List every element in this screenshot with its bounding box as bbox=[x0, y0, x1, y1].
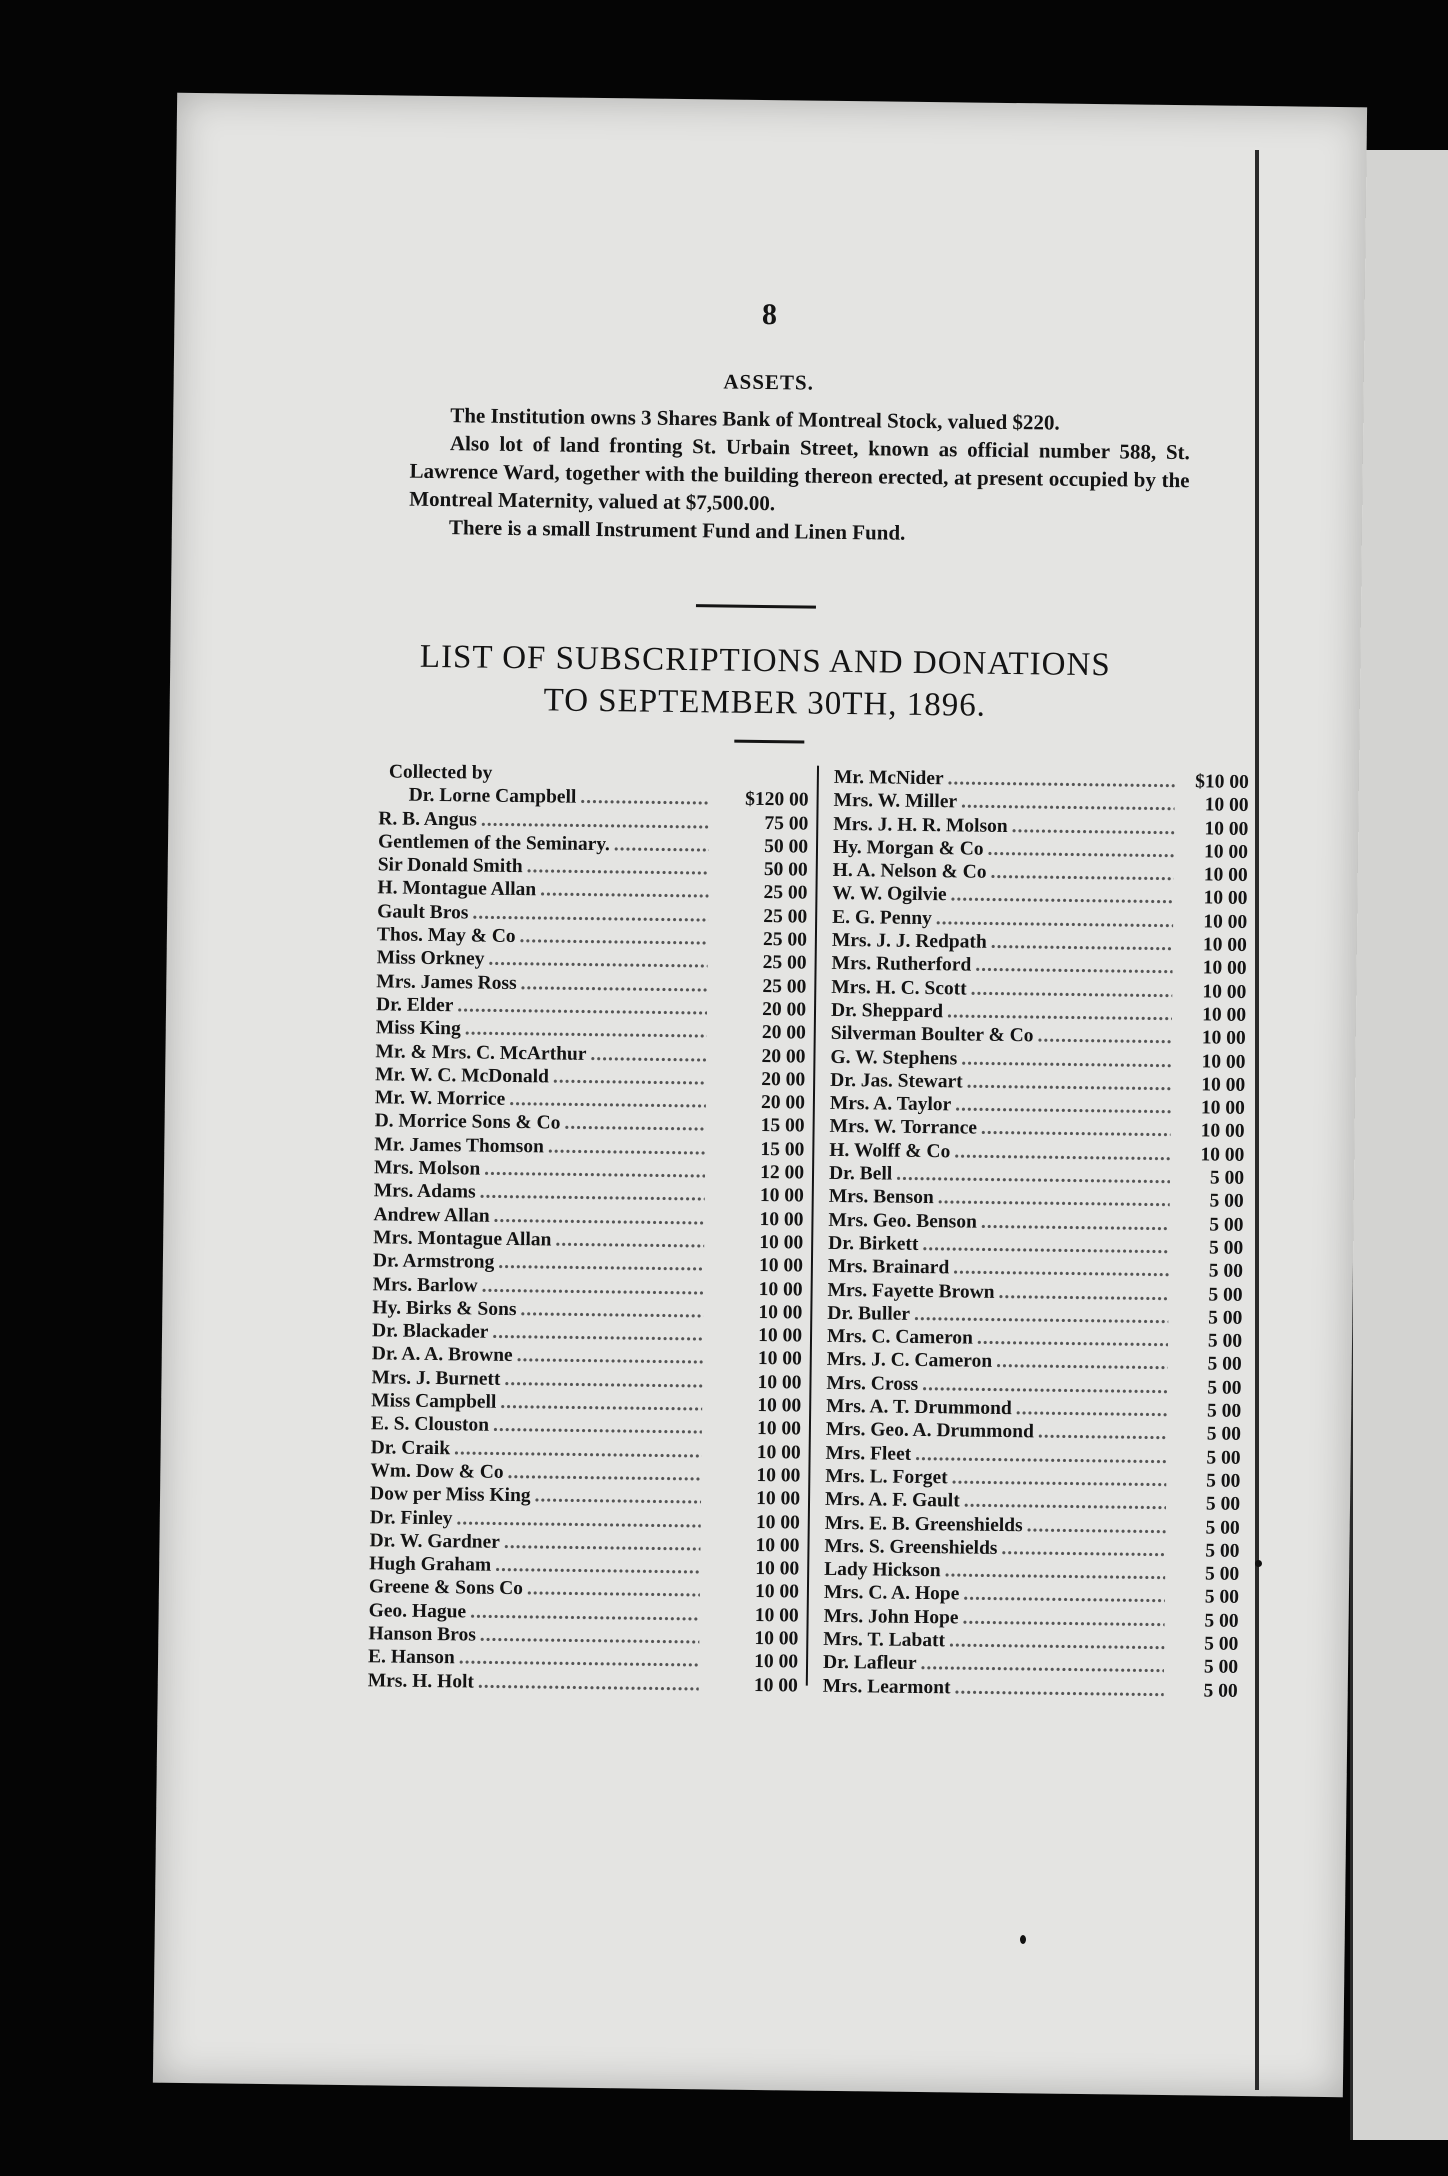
donor-name: Mrs. J. H. R. Molson bbox=[833, 813, 1008, 837]
dot-leader bbox=[456, 1507, 701, 1533]
donor-name: Mrs. L. Forget bbox=[825, 1465, 948, 1489]
donor-name: Mrs. W. Torrance bbox=[829, 1116, 978, 1140]
dot-leader bbox=[534, 1484, 701, 1509]
assets-paragraphs bbox=[409, 401, 1191, 551]
donor-name: D. Morrice Sons & Co bbox=[374, 1110, 561, 1135]
dot-leader bbox=[987, 838, 1174, 864]
donation-amount: 10 00 bbox=[1200, 1144, 1245, 1166]
section-rule bbox=[696, 604, 816, 608]
dot-leader bbox=[478, 1670, 699, 1696]
dot-leader bbox=[938, 1187, 1170, 1213]
donor-name: Mrs. Rutherford bbox=[831, 953, 972, 976]
dot-leader bbox=[947, 1000, 1172, 1026]
donor-name: Lady Hickson bbox=[824, 1558, 941, 1582]
donation-amount: 10 00 bbox=[1202, 934, 1247, 957]
dot-leader bbox=[509, 1088, 706, 1114]
donor-name: Dr. Jas. Stewart bbox=[830, 1069, 963, 1093]
dot-leader bbox=[519, 925, 708, 951]
donation-amount: 15 00 bbox=[760, 1115, 805, 1137]
donation-amount: 10 00 bbox=[756, 1441, 801, 1464]
donor-name: Mrs. Adams bbox=[373, 1180, 476, 1203]
donation-amount: 50 00 bbox=[764, 835, 809, 858]
donation-amount: 10 00 bbox=[756, 1418, 802, 1440]
assets-paragraph: The Institution owns 3 Shares Bank of Montreal Stock, valued $220. bbox=[450, 403, 1060, 435]
donation-amount: 10 00 bbox=[1202, 957, 1247, 980]
dot-leader bbox=[975, 954, 1173, 980]
donation-amount: 5 00 bbox=[1208, 1260, 1244, 1283]
dot-leader bbox=[492, 1321, 703, 1347]
dot-leader bbox=[915, 1443, 1167, 1469]
list-title-line2: TO SEPTEMBER 30TH, 1896. bbox=[543, 682, 987, 724]
dot-leader bbox=[520, 972, 707, 998]
donor-name: Hanson Bros bbox=[368, 1623, 476, 1646]
donation-amount: 10 00 bbox=[759, 1208, 804, 1231]
donation-amount: 5 00 bbox=[1204, 1563, 1240, 1585]
donor-name: Mrs. Barlow bbox=[372, 1273, 478, 1297]
donation-amount: 10 00 bbox=[759, 1231, 804, 1254]
donation-amount: 75 00 bbox=[764, 812, 809, 835]
donor-name: Mrs. J. Burnett bbox=[371, 1366, 501, 1390]
dot-leader bbox=[465, 1018, 707, 1044]
speck bbox=[1255, 1560, 1262, 1567]
donor-name: Mrs. E. B. Greenshields bbox=[824, 1512, 1023, 1536]
donor-name: W. W. Ogilvie bbox=[832, 883, 947, 906]
donation-amount: 10 00 bbox=[755, 1558, 800, 1580]
list-item bbox=[368, 1669, 798, 1698]
dot-leader bbox=[488, 948, 707, 974]
dot-leader bbox=[526, 855, 708, 881]
dot-leader bbox=[998, 1280, 1168, 1305]
dot-leader bbox=[1037, 1025, 1172, 1050]
dot-leader bbox=[962, 1606, 1164, 1632]
donor-name: Mr. W. C. McDonald bbox=[375, 1064, 550, 1088]
left-subscription-column bbox=[368, 760, 809, 1697]
donation-amount: $10 00 bbox=[1195, 771, 1249, 793]
donation-amount: 10 00 bbox=[758, 1325, 803, 1347]
donor-name: Dr. Armstrong bbox=[372, 1250, 495, 1273]
donor-name: Mrs. Benson bbox=[828, 1186, 934, 1209]
dot-leader bbox=[964, 1490, 1167, 1516]
donation-amount: 10 00 bbox=[1201, 1027, 1246, 1050]
donor-name: Wm. Dow & Co bbox=[370, 1460, 504, 1483]
donation-amount: 10 00 bbox=[759, 1185, 804, 1207]
donation-amount: 10 00 bbox=[754, 1627, 799, 1650]
donor-name: Dr. Lafleur bbox=[822, 1652, 917, 1675]
list-item bbox=[823, 1674, 1238, 1702]
adjacent-page-edge bbox=[1350, 150, 1448, 2140]
donation-amount: 25 00 bbox=[763, 882, 808, 905]
donation-amount: 10 00 bbox=[1204, 794, 1249, 817]
dot-leader bbox=[961, 1047, 1171, 1073]
donation-amount: 5 00 bbox=[1206, 1400, 1242, 1422]
donation-amount: 10 00 bbox=[1204, 841, 1249, 863]
dot-leader bbox=[580, 786, 710, 811]
page-number: 8 bbox=[761, 297, 778, 332]
dot-leader bbox=[977, 1327, 1168, 1353]
dot-leader bbox=[517, 1344, 703, 1370]
donation-amount: 10 00 bbox=[753, 1674, 798, 1697]
donor-name: H. Wolff & Co bbox=[829, 1139, 951, 1163]
dot-leader bbox=[1016, 1397, 1168, 1422]
dot-leader bbox=[922, 1373, 1168, 1399]
dot-leader bbox=[955, 1094, 1171, 1120]
dot-leader bbox=[548, 1135, 706, 1160]
donation-amount: 5 00 bbox=[1208, 1307, 1243, 1329]
donation-amount: 5 00 bbox=[1204, 1586, 1240, 1609]
donor-name: Mrs. A. F. Gault bbox=[824, 1489, 960, 1512]
donor-name: Geo. Hague bbox=[368, 1599, 467, 1623]
donor-name: Mrs. S. Greenshields bbox=[824, 1535, 998, 1559]
donation-amount: 10 00 bbox=[755, 1534, 800, 1557]
donation-amount: 50 00 bbox=[763, 859, 808, 881]
donation-amount: 20 00 bbox=[762, 998, 807, 1021]
dot-leader bbox=[553, 1065, 707, 1090]
title-rule bbox=[734, 740, 804, 744]
dot-leader bbox=[1012, 815, 1175, 840]
dot-leader bbox=[981, 1117, 1171, 1143]
donation-amount: 5 00 bbox=[1207, 1353, 1242, 1376]
donation-amount: 10 00 bbox=[1203, 911, 1248, 933]
donation-amount: 5 00 bbox=[1206, 1470, 1241, 1492]
dot-leader bbox=[981, 1210, 1170, 1236]
dot-leader bbox=[1038, 1421, 1167, 1446]
donation-amount: 25 00 bbox=[763, 905, 808, 928]
donation-amount: 10 00 bbox=[755, 1511, 800, 1534]
donation-amount: 5 00 bbox=[1203, 1656, 1239, 1679]
dot-leader bbox=[614, 833, 709, 857]
donation-amount: 10 00 bbox=[1203, 887, 1248, 910]
donor-name: Mrs. Cross bbox=[826, 1372, 919, 1395]
donor-name: Mrs. A. Taylor bbox=[829, 1093, 952, 1116]
donation-amount: 20 00 bbox=[760, 1092, 806, 1114]
donor-name: Greene & Sons Co bbox=[368, 1576, 524, 1600]
donor-name: Dr. Finley bbox=[369, 1506, 453, 1529]
speck bbox=[1020, 1935, 1026, 1944]
dot-leader bbox=[459, 1647, 700, 1673]
dot-leader bbox=[481, 808, 710, 834]
list-title bbox=[170, 633, 1361, 732]
dot-leader bbox=[555, 1228, 704, 1253]
donation-amount: 5 00 bbox=[1206, 1423, 1242, 1446]
assets-paragraph: There is a small Instrument Fund and Linen Fund. bbox=[448, 515, 906, 545]
dot-leader bbox=[991, 931, 1173, 957]
dot-leader bbox=[479, 1181, 704, 1207]
donation-amount: 5 00 bbox=[1203, 1680, 1238, 1702]
donor-name: E. Hanson bbox=[367, 1646, 455, 1669]
donation-amount: 20 00 bbox=[761, 1068, 806, 1091]
donor-name: Mr. McNider bbox=[833, 766, 944, 790]
donor-name: Dr. Blackader bbox=[371, 1320, 489, 1343]
donation-amount: 10 00 bbox=[758, 1301, 803, 1324]
donation-amount: 5 00 bbox=[1205, 1516, 1240, 1539]
dot-leader bbox=[967, 1070, 1172, 1096]
donor-name: Gault Bros bbox=[377, 901, 469, 924]
donor-name: Silverman Boulter & Co bbox=[830, 1023, 1034, 1047]
donation-amount: 10 00 bbox=[1202, 1004, 1247, 1026]
donation-amount: 10 00 bbox=[756, 1464, 801, 1487]
donor-name: Gentlemen of the Seminary. bbox=[377, 831, 610, 856]
donor-name: Mrs. Fleet bbox=[825, 1442, 912, 1465]
donor-name: Dr. Bell bbox=[828, 1162, 893, 1185]
dot-leader bbox=[963, 1583, 1165, 1609]
donor-name: H. Montague Allan bbox=[377, 877, 537, 901]
donation-amount: 10 00 bbox=[1204, 818, 1249, 840]
collected-by-label: Collected by bbox=[388, 761, 493, 784]
donor-name: Mrs. Geo. A. Drummond bbox=[825, 1419, 1035, 1443]
dot-leader bbox=[914, 1303, 1169, 1329]
dot-leader bbox=[484, 1158, 705, 1184]
donor-name: Mrs. C. Cameron bbox=[826, 1325, 974, 1349]
donor-name: Miss Orkney bbox=[376, 947, 485, 970]
donor-name: Mrs. A. T. Drummond bbox=[826, 1395, 1012, 1420]
dot-leader bbox=[920, 1652, 1164, 1678]
donor-name: Mrs. H. Holt bbox=[367, 1669, 475, 1693]
donor-name: Sir Donald Smith bbox=[377, 854, 523, 878]
assets-heading: ASSETS. bbox=[723, 369, 815, 395]
donor-name: Hy. Morgan & Co bbox=[832, 836, 984, 860]
donation-amount: 25 00 bbox=[762, 952, 807, 974]
donation-amount: 10 00 bbox=[1201, 1074, 1246, 1096]
donor-name: Mrs. C. A. Hope bbox=[823, 1582, 960, 1605]
donation-amount: 10 00 bbox=[1202, 981, 1247, 1003]
dot-leader bbox=[480, 1624, 700, 1650]
assets-paragraph: Also lot of land fronting St. Urbain Street, known as official number 588, St. Lawrence Ward, together with the building thereon erected, at present occupied by the Montreal Maternity, valued at $7,500.00. bbox=[409, 431, 1191, 516]
donor-name: Mr. & Mrs. C. McArthur bbox=[375, 1040, 587, 1065]
donor-name: Mrs. John Hope bbox=[823, 1605, 959, 1629]
donation-amount: 10 00 bbox=[1201, 1050, 1246, 1073]
dot-leader bbox=[961, 791, 1175, 817]
donor-name: Dr. Sheppard bbox=[830, 999, 944, 1023]
donor-name: Hy. Birks & Sons bbox=[372, 1297, 517, 1320]
donation-amount: 20 00 bbox=[761, 1045, 806, 1068]
donor-name: Mrs. W. Miller bbox=[833, 790, 958, 813]
dot-leader bbox=[454, 1437, 702, 1463]
donor-name: Dow per Miss King bbox=[369, 1483, 531, 1507]
donor-name: Mr. W. Morrice bbox=[374, 1087, 506, 1111]
donation-amount: 12 00 bbox=[760, 1162, 805, 1184]
donor-name: Hugh Graham bbox=[369, 1553, 492, 1576]
donor-name: Mrs. Montague Allan bbox=[373, 1227, 552, 1251]
column-divider bbox=[806, 766, 819, 1686]
dot-leader bbox=[953, 1257, 1169, 1283]
dot-leader bbox=[493, 1414, 702, 1440]
donor-name: Dr. Elder bbox=[375, 994, 454, 1017]
dot-leader bbox=[507, 1461, 701, 1487]
donor-name: R. B. Angus bbox=[378, 807, 478, 831]
donor-name: Mrs. Geo. Benson bbox=[828, 1209, 978, 1233]
donor-name: E. S. Clouston bbox=[370, 1413, 490, 1437]
dot-leader bbox=[457, 994, 707, 1020]
dot-leader bbox=[954, 1140, 1170, 1166]
dot-leader bbox=[520, 1298, 703, 1324]
donation-amount: 5 00 bbox=[1205, 1493, 1241, 1516]
dot-leader bbox=[482, 1274, 704, 1300]
dot-leader bbox=[564, 1112, 706, 1137]
dot-leader bbox=[590, 1042, 706, 1067]
dot-leader bbox=[470, 1600, 700, 1626]
donor-name: Mr. James Thomson bbox=[374, 1134, 545, 1158]
donor-name: Mrs. T. Labatt bbox=[823, 1628, 946, 1652]
donor-name: Dr. Birkett bbox=[828, 1232, 919, 1255]
donation-amount: 10 00 bbox=[756, 1488, 801, 1510]
donation-amount: $120 00 bbox=[745, 789, 809, 811]
dot-leader bbox=[936, 907, 1174, 933]
dot-leader bbox=[954, 1676, 1163, 1702]
dot-leader bbox=[896, 1163, 1170, 1190]
donor-name: Thos. May & Co bbox=[376, 924, 516, 948]
donation-amount: 5 00 bbox=[1209, 1167, 1245, 1189]
dot-leader bbox=[949, 1629, 1165, 1655]
donation-amount: 5 00 bbox=[1208, 1284, 1243, 1306]
page-fold-line bbox=[1255, 150, 1259, 2090]
donor-name: Dr. Lorne Campbell bbox=[408, 784, 577, 809]
donor-name: Miss King bbox=[375, 1017, 461, 1040]
donation-amount: 10 00 bbox=[1203, 864, 1248, 887]
donor-name: Andrew Allan bbox=[373, 1203, 490, 1227]
donation-amount: 5 00 bbox=[1209, 1190, 1244, 1213]
donation-amount: 5 00 bbox=[1207, 1377, 1242, 1399]
donor-name: Mrs. J. J. Redpath bbox=[831, 929, 987, 953]
dot-leader bbox=[1001, 1537, 1165, 1562]
donor-name: G. W. Stephens bbox=[830, 1046, 958, 1069]
donation-amount: 5 00 bbox=[1204, 1633, 1239, 1655]
donor-name: Dr. Buller bbox=[827, 1302, 911, 1325]
donor-name: E. G. Penny bbox=[832, 906, 932, 929]
donor-name: Mrs. Learmont bbox=[822, 1675, 951, 1698]
donation-amount: 10 00 bbox=[757, 1371, 802, 1394]
dot-leader bbox=[500, 1391, 702, 1417]
list-title-line1: LIST OF SUBSCRIPTIONS AND DONATIONS bbox=[419, 638, 1111, 684]
donation-amount: 15 00 bbox=[760, 1138, 805, 1161]
dot-leader bbox=[540, 879, 709, 904]
dot-leader bbox=[493, 1204, 704, 1230]
dot-leader bbox=[952, 1466, 1167, 1492]
donation-amount: 10 00 bbox=[757, 1395, 802, 1417]
donor-name: Mrs. Fayette Brown bbox=[827, 1279, 995, 1303]
donation-amount: 10 00 bbox=[757, 1348, 802, 1370]
donor-name: Mrs. H. C. Scott bbox=[831, 976, 967, 1000]
donor-name: Mrs. J. C. Cameron bbox=[826, 1349, 993, 1373]
dot-leader bbox=[504, 1531, 701, 1557]
donor-name: Dr. W. Gardner bbox=[369, 1530, 501, 1553]
donation-amount: 10 00 bbox=[1200, 1120, 1245, 1143]
donation-amount: 10 00 bbox=[754, 1604, 799, 1627]
dot-leader bbox=[504, 1368, 702, 1394]
donation-amount: 10 00 bbox=[758, 1278, 803, 1301]
dot-leader bbox=[990, 861, 1173, 887]
right-subscription-column bbox=[823, 766, 1249, 1703]
dot-leader bbox=[495, 1554, 700, 1580]
dot-leader bbox=[527, 1578, 700, 1603]
donation-amount: 5 00 bbox=[1205, 1540, 1240, 1562]
dot-leader bbox=[950, 884, 1173, 910]
dot-leader bbox=[971, 977, 1173, 1003]
donor-name: Mrs. Molson bbox=[373, 1157, 481, 1180]
donation-amount: 25 00 bbox=[762, 975, 807, 998]
donation-amount: 10 00 bbox=[1200, 1097, 1245, 1120]
dot-leader bbox=[947, 767, 1175, 793]
donor-name: H. A. Nelson & Co bbox=[832, 860, 987, 883]
donation-amount: 20 00 bbox=[761, 1022, 806, 1044]
donation-amount: 5 00 bbox=[1207, 1330, 1243, 1353]
dot-leader bbox=[922, 1233, 1169, 1259]
donation-amount: 10 00 bbox=[758, 1255, 804, 1277]
dot-leader bbox=[1027, 1514, 1166, 1539]
donation-amount: 25 00 bbox=[762, 929, 808, 951]
dot-leader bbox=[472, 901, 708, 927]
donation-amount: 5 00 bbox=[1208, 1237, 1244, 1259]
donor-name: Miss Campbell bbox=[371, 1390, 497, 1413]
donation-amount: 10 00 bbox=[754, 1651, 799, 1673]
donor-name: Dr. Craik bbox=[370, 1436, 451, 1459]
donation-amount: 5 00 bbox=[1209, 1214, 1244, 1236]
donor-name: Dr. A. A. Browne bbox=[371, 1343, 513, 1367]
donation-amount: 5 00 bbox=[1206, 1447, 1241, 1469]
donor-name: Mrs. Brainard bbox=[827, 1256, 950, 1279]
donor-name: Mrs. James Ross bbox=[376, 970, 517, 994]
donation-amount: 5 00 bbox=[1204, 1610, 1239, 1632]
document-page bbox=[153, 93, 1367, 2097]
dot-leader bbox=[945, 1559, 1166, 1585]
donation-amount: 10 00 bbox=[754, 1581, 800, 1603]
dot-leader bbox=[498, 1251, 704, 1277]
dot-leader bbox=[996, 1350, 1168, 1375]
